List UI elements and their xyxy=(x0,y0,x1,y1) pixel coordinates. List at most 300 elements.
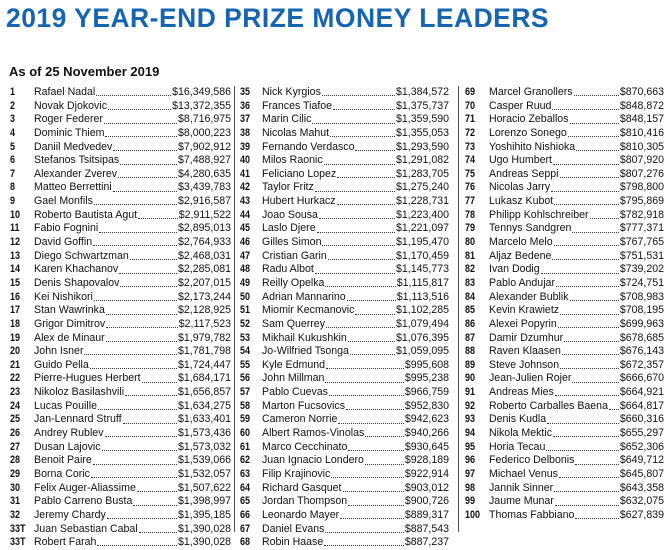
player-name: Philipp Kohlschreiber xyxy=(489,208,589,221)
prize-money: $655,297 xyxy=(619,427,664,440)
dot-leader xyxy=(125,395,177,396)
dot-leader xyxy=(347,300,396,301)
rank-number: 36 xyxy=(240,99,251,112)
prize-money: $810,305 xyxy=(619,140,664,153)
rank-number: 100 xyxy=(465,508,481,521)
player-name: Albert Ramos-Vinolas xyxy=(262,427,365,440)
dot-leader xyxy=(97,545,177,546)
player-name: Matteo Berrettini xyxy=(34,181,112,194)
table-row xyxy=(10,495,231,509)
rank-number: 40 xyxy=(240,154,251,167)
dot-leader xyxy=(552,109,618,110)
table-row xyxy=(10,154,231,168)
table-row xyxy=(240,468,449,482)
rank-number: 45 xyxy=(240,222,251,235)
table-row xyxy=(240,509,449,523)
table-row xyxy=(465,372,664,386)
prize-money: $2,468,031 xyxy=(177,249,231,262)
prize-money: $1,102,285 xyxy=(395,304,449,317)
player-name: Robin Haase xyxy=(262,536,324,549)
player-name: Juan Sebastian Cabal xyxy=(34,522,138,535)
table-row xyxy=(10,345,231,359)
player-name: Novak Djokovic xyxy=(34,99,108,112)
rank-number: 61 xyxy=(240,440,251,453)
table-row xyxy=(240,154,449,168)
prize-money: $1,724,447 xyxy=(177,358,231,371)
table-row xyxy=(465,263,664,277)
player-name: Thomas Fabbiano xyxy=(489,508,575,521)
table-row xyxy=(465,441,664,455)
prize-money: $627,839 xyxy=(619,508,664,521)
prize-money: $1,076,395 xyxy=(395,331,449,344)
dot-leader xyxy=(325,286,395,287)
leaders-column-2 xyxy=(240,86,449,550)
dot-leader xyxy=(113,150,177,151)
player-name: Raven Klaasen xyxy=(489,345,561,358)
prize-money: $724,751 xyxy=(619,276,664,289)
rank-number: 52 xyxy=(240,317,251,330)
player-name: Joao Sousa xyxy=(262,208,318,221)
prize-money: $739,202 xyxy=(619,263,664,276)
player-name: Laslo Djere xyxy=(262,222,316,235)
table-row xyxy=(240,413,449,427)
rank-number: 93 xyxy=(465,413,476,426)
column-divider xyxy=(234,86,235,532)
dot-leader xyxy=(330,136,395,137)
prize-money: $8,716,975 xyxy=(177,113,231,126)
table-row xyxy=(240,168,449,182)
dot-leader xyxy=(553,164,619,165)
leaders-column-3 xyxy=(465,86,664,523)
table-row xyxy=(465,291,664,305)
player-name: Federico Delbonis xyxy=(489,454,575,467)
prize-money: $649,712 xyxy=(619,454,664,467)
dot-leader xyxy=(346,409,404,410)
player-name: Ugo Humbert xyxy=(489,154,552,167)
rank-number: 77 xyxy=(465,195,476,208)
rank-number: 80 xyxy=(465,236,476,249)
prize-money: $4,280,635 xyxy=(177,167,231,180)
prize-money: $708,983 xyxy=(619,290,664,303)
rank-number: 28 xyxy=(10,454,21,467)
table-row xyxy=(10,372,231,386)
rank-number: 12 xyxy=(10,236,21,249)
dot-leader xyxy=(326,327,395,328)
rank-number: 86 xyxy=(465,317,476,330)
dot-leader xyxy=(133,505,177,506)
dot-leader xyxy=(555,505,619,506)
dot-leader xyxy=(99,232,177,233)
rank-number: 90 xyxy=(465,372,476,385)
prize-money: $1,195,470 xyxy=(395,236,449,249)
prize-money: $807,276 xyxy=(619,167,664,180)
table-row xyxy=(10,222,231,236)
table-row xyxy=(240,263,449,277)
player-name: Stan Wawrinka xyxy=(34,304,105,317)
rank-number: 31 xyxy=(10,495,21,508)
prize-money: $699,963 xyxy=(619,317,664,330)
player-name: Daniil Medvedev xyxy=(34,140,113,153)
rank-number: 8 xyxy=(10,181,16,194)
player-name: Dusan Lajovic xyxy=(34,440,101,453)
rank-number: 2 xyxy=(10,99,16,112)
table-row xyxy=(10,536,231,550)
prize-money: $664,817 xyxy=(619,399,664,412)
rank-number: 16 xyxy=(10,290,21,303)
dot-leader xyxy=(348,505,404,506)
table-row xyxy=(465,454,664,468)
player-name: Andrey Rublev xyxy=(34,427,104,440)
rank-number: 79 xyxy=(465,222,476,235)
table-row xyxy=(10,263,231,277)
rank-number: 5 xyxy=(10,140,16,153)
dot-leader xyxy=(552,259,618,260)
table-row xyxy=(10,86,231,100)
player-name: Jordan Thompson xyxy=(262,495,348,508)
dot-leader xyxy=(541,273,619,274)
prize-money: $795,869 xyxy=(619,195,664,208)
dot-leader xyxy=(343,491,404,492)
table-row xyxy=(10,127,231,141)
table-row xyxy=(10,400,231,414)
dot-leader xyxy=(575,518,618,519)
table-row xyxy=(465,222,664,236)
dot-leader xyxy=(570,123,619,124)
table-row xyxy=(465,154,664,168)
dot-leader xyxy=(554,491,619,492)
table-row xyxy=(465,304,664,318)
dot-leader xyxy=(572,232,618,233)
table-row xyxy=(465,181,664,195)
player-name: Roberto Bautista Agut xyxy=(34,208,138,221)
table-row xyxy=(10,304,231,318)
as-of-date: As of 25 November 2019 xyxy=(9,64,160,79)
table-row xyxy=(10,277,231,291)
prize-money: $1,275,240 xyxy=(395,181,449,194)
table-row xyxy=(10,291,231,305)
table-row xyxy=(10,413,231,427)
prize-money: $16,349,586 xyxy=(172,86,231,98)
player-name: Dominic Thiem xyxy=(34,126,105,139)
player-name: Benoit Paire xyxy=(34,454,92,467)
rank-number: 24 xyxy=(10,399,21,412)
prize-money: $8,000,223 xyxy=(177,126,231,139)
table-row xyxy=(240,372,449,386)
dot-leader xyxy=(609,409,619,410)
player-name: Frances Tiafoe xyxy=(262,99,333,112)
rank-number: 38 xyxy=(240,126,251,139)
table-row xyxy=(465,127,664,141)
player-name: Kyle Edmund xyxy=(262,358,326,371)
player-name: Pablo Cuevas xyxy=(262,386,328,399)
dot-leader xyxy=(106,314,177,315)
dot-leader xyxy=(324,164,395,165)
prize-money: $777,371 xyxy=(619,222,664,235)
rank-number: 70 xyxy=(465,99,476,112)
prize-money: $942,623 xyxy=(404,413,449,426)
dot-leader xyxy=(562,354,619,355)
table-row xyxy=(240,332,449,346)
player-name: Alexei Popyrin xyxy=(489,317,557,330)
prize-money: $995,238 xyxy=(404,372,449,385)
player-name: Marco Cecchinato xyxy=(262,440,348,453)
table-row xyxy=(10,468,231,482)
table-row xyxy=(465,400,664,414)
rank-number: 39 xyxy=(240,140,251,153)
rank-number: 18 xyxy=(10,317,21,330)
prize-money: $782,918 xyxy=(619,208,664,221)
rank-number: 6 xyxy=(10,154,16,167)
prize-money: $3,439,783 xyxy=(177,181,231,194)
table-row xyxy=(240,441,449,455)
player-name: Marcelo Melo xyxy=(489,236,553,249)
prize-money: $848,157 xyxy=(619,113,664,126)
player-name: Kevin Krawietz xyxy=(489,304,560,317)
prize-money: $848,872 xyxy=(619,99,664,112)
table-row xyxy=(240,181,449,195)
player-name: Andreas Seppi xyxy=(489,167,559,180)
rank-number: 85 xyxy=(465,304,476,317)
table-row xyxy=(465,195,664,209)
rank-number: 11 xyxy=(10,222,20,235)
rank-number: 75 xyxy=(465,167,476,180)
table-row xyxy=(240,400,449,414)
player-name: Nikola Mektic xyxy=(489,427,552,440)
prize-money: $1,375,737 xyxy=(395,99,449,112)
prize-money: $1,115,817 xyxy=(396,276,449,289)
rank-number: 14 xyxy=(10,263,21,276)
prize-money: $900,726 xyxy=(404,495,449,508)
rank-number: 97 xyxy=(465,467,476,480)
table-row xyxy=(465,318,664,332)
prize-money: $1,291,082 xyxy=(395,154,449,167)
rank-number: 84 xyxy=(465,290,476,303)
table-row xyxy=(465,332,664,346)
prize-money: $2,207,015 xyxy=(177,276,231,289)
dot-leader xyxy=(325,532,403,533)
player-name: Alex de Minaur xyxy=(34,331,105,344)
table-row xyxy=(465,468,664,482)
player-name: Robert Farah xyxy=(34,536,97,549)
table-row xyxy=(10,523,231,537)
rank-number: 60 xyxy=(240,427,251,440)
rank-number: 53 xyxy=(240,331,251,344)
table-row xyxy=(240,536,449,550)
dot-leader xyxy=(91,477,177,478)
player-name: Alexander Zverev xyxy=(34,167,118,180)
rank-number: 65 xyxy=(240,495,251,508)
player-name: Denis Kudla xyxy=(489,413,547,426)
rank-number: 41 xyxy=(240,167,251,180)
prize-money: $995,608 xyxy=(404,358,449,371)
dot-leader xyxy=(93,245,177,246)
dot-leader xyxy=(560,368,619,369)
player-name: Jeremy Chardy xyxy=(34,508,106,521)
table-row xyxy=(240,427,449,441)
prize-money: $2,117,523 xyxy=(178,317,231,330)
prize-money: $1,283,705 xyxy=(395,167,449,180)
prize-money: $2,128,925 xyxy=(177,304,231,317)
player-name: Lorenzo Sonego xyxy=(489,126,567,139)
dot-leader xyxy=(312,123,395,124)
table-row xyxy=(240,222,449,236)
prize-money: $751,531 xyxy=(619,249,664,262)
player-name: Nikoloz Basilashvili xyxy=(34,386,125,399)
prize-money: $903,012 xyxy=(404,481,449,494)
dot-leader xyxy=(575,464,618,465)
rank-number: 71 xyxy=(465,113,476,126)
dot-leader xyxy=(326,368,404,369)
dot-leader xyxy=(554,245,619,246)
rank-number: 76 xyxy=(465,181,476,194)
dot-leader xyxy=(554,204,619,205)
player-name: Jo-Wilfried Tsonga xyxy=(262,345,349,358)
dot-leader xyxy=(118,177,177,178)
player-name: Jaume Munar xyxy=(489,495,554,508)
table-row xyxy=(465,495,664,509)
player-name: Horacio Zeballos xyxy=(489,113,569,126)
dot-leader xyxy=(315,273,395,274)
dot-leader xyxy=(570,300,619,301)
player-name: Milos Raonic xyxy=(262,154,323,167)
rank-number: 42 xyxy=(240,181,251,194)
table-row xyxy=(10,359,231,373)
table-row xyxy=(465,168,664,182)
prize-money: $940,266 xyxy=(404,427,449,440)
table-row xyxy=(10,100,231,114)
player-name: Michael Venus xyxy=(489,467,558,480)
prize-money: $1,573,032 xyxy=(177,440,231,453)
rank-number: 50 xyxy=(240,290,251,303)
dot-leader xyxy=(329,395,404,396)
table-row xyxy=(10,454,231,468)
table-row xyxy=(10,181,231,195)
table-row xyxy=(465,250,664,264)
table-row xyxy=(465,86,664,100)
rank-number: 57 xyxy=(240,386,251,399)
player-name: David Goffin xyxy=(34,236,93,249)
player-name: Grigor Dimitrov xyxy=(34,317,106,330)
dot-leader xyxy=(325,382,403,383)
rank-number: 33T xyxy=(10,522,26,535)
dot-leader xyxy=(139,532,177,533)
dot-leader xyxy=(90,368,177,369)
rank-number: 7 xyxy=(10,167,16,180)
dot-leader xyxy=(105,136,177,137)
rank-number: 9 xyxy=(10,195,16,208)
player-name: Pablo Andujar xyxy=(489,276,555,289)
prize-money: $1,390,028 xyxy=(177,522,231,535)
player-name: Yoshihito Nishioka xyxy=(489,140,576,153)
player-name: Borna Coric xyxy=(34,467,90,480)
rank-number: 51 xyxy=(240,304,251,317)
prize-money: $807,920 xyxy=(619,154,664,167)
dot-leader xyxy=(96,95,171,96)
rank-number: 82 xyxy=(465,263,476,276)
prize-money: $643,358 xyxy=(619,481,664,494)
prize-money: $632,075 xyxy=(619,495,664,508)
player-name: Casper Ruud xyxy=(489,99,552,112)
dot-leader xyxy=(108,109,171,110)
prize-money: $708,195 xyxy=(619,304,664,317)
rank-number: 1 xyxy=(10,86,16,98)
column-divider xyxy=(458,86,459,532)
rank-number: 33T xyxy=(10,536,26,549)
player-name: Diego Schwartzman xyxy=(34,249,129,262)
dot-leader xyxy=(551,191,619,192)
page-title: 2019 YEAR-END PRIZE MONEY LEADERS xyxy=(6,3,550,33)
table-row xyxy=(465,141,664,155)
table-row xyxy=(465,386,664,400)
table-row xyxy=(465,359,664,373)
table-row xyxy=(465,277,664,291)
dot-leader xyxy=(98,409,177,410)
table-row xyxy=(10,386,231,400)
rank-number: 23 xyxy=(10,386,21,399)
prize-money: $810,416 xyxy=(619,126,664,139)
player-name: Jannik Sinner xyxy=(489,481,554,494)
prize-money: $660,316 xyxy=(619,413,664,426)
player-name: Karen Khachanov xyxy=(34,263,119,276)
prize-money: $1,507,622 xyxy=(177,481,231,494)
player-name: Juan Ignacio Londero xyxy=(262,454,364,467)
player-name: Steve Johnson xyxy=(489,358,560,371)
prize-money: $1,079,494 xyxy=(395,317,449,330)
dot-leader xyxy=(106,327,178,328)
table-row xyxy=(10,482,231,496)
table-row xyxy=(240,523,449,537)
prize-money: $1,223,400 xyxy=(395,208,449,221)
table-row xyxy=(10,509,231,523)
rank-number: 29 xyxy=(10,467,21,480)
rank-number: 69 xyxy=(465,86,476,98)
prize-money: $2,764,933 xyxy=(177,236,231,249)
prize-money: $1,228,731 xyxy=(395,195,449,208)
rank-number: 43 xyxy=(240,195,251,208)
prize-money: $767,765 xyxy=(619,236,664,249)
player-name: Taylor Fritz xyxy=(262,181,314,194)
dot-leader xyxy=(559,477,619,478)
prize-money: $1,170,459 xyxy=(395,249,449,262)
dot-leader xyxy=(331,477,404,478)
dot-leader xyxy=(560,314,619,315)
dot-leader xyxy=(558,327,619,328)
prize-money: $1,293,590 xyxy=(395,140,449,153)
dot-leader xyxy=(102,450,177,451)
dot-leader xyxy=(340,518,404,519)
player-name: Cameron Norrie xyxy=(262,413,338,426)
table-row xyxy=(10,250,231,264)
player-name: Pablo Carreno Busta xyxy=(34,495,133,508)
player-name: Sam Querrey xyxy=(262,317,325,330)
table-row xyxy=(240,482,449,496)
prize-money: $2,911,522 xyxy=(178,208,231,221)
rank-number: 92 xyxy=(465,399,476,412)
player-name: Alexander Bublik xyxy=(489,290,569,303)
dot-leader xyxy=(94,204,177,205)
dot-leader xyxy=(337,177,395,178)
rank-number: 87 xyxy=(465,331,476,344)
prize-money: $952,830 xyxy=(404,399,449,412)
rank-number: 81 xyxy=(465,249,476,262)
dot-leader xyxy=(113,191,177,192)
dot-leader xyxy=(348,450,403,451)
table-row xyxy=(240,236,449,250)
player-name: Roger Federer xyxy=(34,113,103,126)
rank-number: 78 xyxy=(465,208,476,221)
dot-leader xyxy=(324,545,404,546)
rank-number: 17 xyxy=(10,304,21,317)
